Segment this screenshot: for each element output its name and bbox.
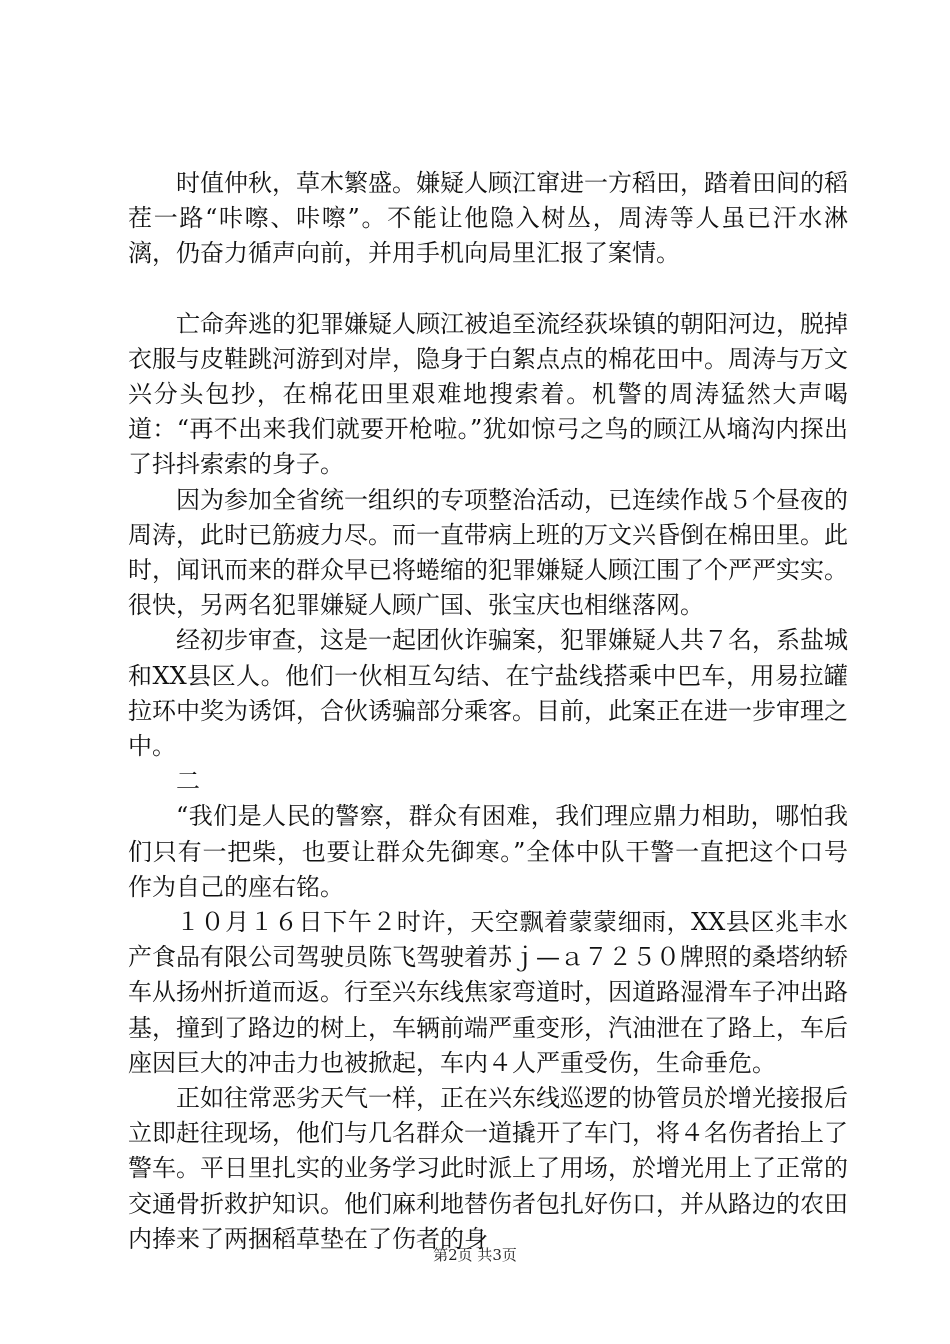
page-footer: 第2页 共3页 <box>433 1246 517 1264</box>
paragraph-1: 时值仲秋，草木繁盛。嫌疑人顾江窜进一方稻田，踏着田间的稻茬一路“咔嚓、咔嚓”。不能让他隐入树丛，周涛等人虽已汗水淋漓，仍奋力循声向前，并用手机向局里汇报了案情。 <box>128 169 848 268</box>
paragraph-6: １０月１６日下午２时许，天空飘着蒙蒙细雨，XX县区兆丰水产食品有限公司驾驶员陈飞驾驶着苏ｊ—ａ７２５０牌照的桑塔纳轿车从扬州折道而返。行至兴东线焦家弯道时，因道路湿滑车子冲出路基，撞到了路边的树上，车辆前端严重变形，汽油泄在了路上，车后座因巨大的冲击力也被掀起，车内４人严重受伤，生命垂危。 <box>128 908 848 1077</box>
document-body <box>128 166 848 1257</box>
paragraph-5: “我们是人民的警察，群众有困难，我们理应鼎力相助，哪怕我们只有一把柴，也要让群众先御寒。”全体中队干警一直把这个口号作为自己的座右铭。 <box>128 802 848 901</box>
paragraph-3: 因为参加全省统一组织的专项整治活动，已连续作战５个昼夜的周涛，此时已筋疲力尽。而一直带病上班的万文兴昏倒在棉田里。此时，闻讯而来的群众早已将蜷缩的犯罪嫌疑人顾江围了个严严实实。很快，另两名犯罪嫌疑人顾广国、张宝庆也相继落网。 <box>128 485 848 620</box>
paragraph-7: 正如往常恶劣天气一样，正在兴东线巡逻的协管员於增光接报后立即赶往现场，他们与几名群众一道撬开了车门，将４名伤者抬上了警车。平日里扎实的业务学习此时派上了用场，於增光用上了正常的交通骨折救护知识。他们麻利地替伤者包扎好伤口，并从路边的农田内捧来了两捆稻草垫在了伤者的身 <box>128 1084 848 1253</box>
paragraph-4: 经初步审查，这是一起团伙诈骗案，犯罪嫌疑人共７名，系盐城和XX县区人。他们一伙相互勾结、在宁盐线搭乘中巴车，用易拉罐拉环中奖为诱饵，合伙诱骗部分乘客。目前，此案正在进一步审理之中。 <box>128 626 848 761</box>
paragraph-2: 亡命奔逃的犯罪嫌疑人顾江被追至流经荻垛镇的朝阳河边，脱掉衣服与皮鞋跳河游到对岸，隐身于白絮点点的棉花田中。周涛与万文兴分头包抄，在棉花田里艰难地搜索着。机警的周涛猛然大声喝道：“再不出来我们就要开枪啦。”犹如惊弓之鸟的顾江从墒沟内探出了抖抖索索的身子。 <box>128 309 848 479</box>
section-heading: 二 <box>176 767 200 796</box>
